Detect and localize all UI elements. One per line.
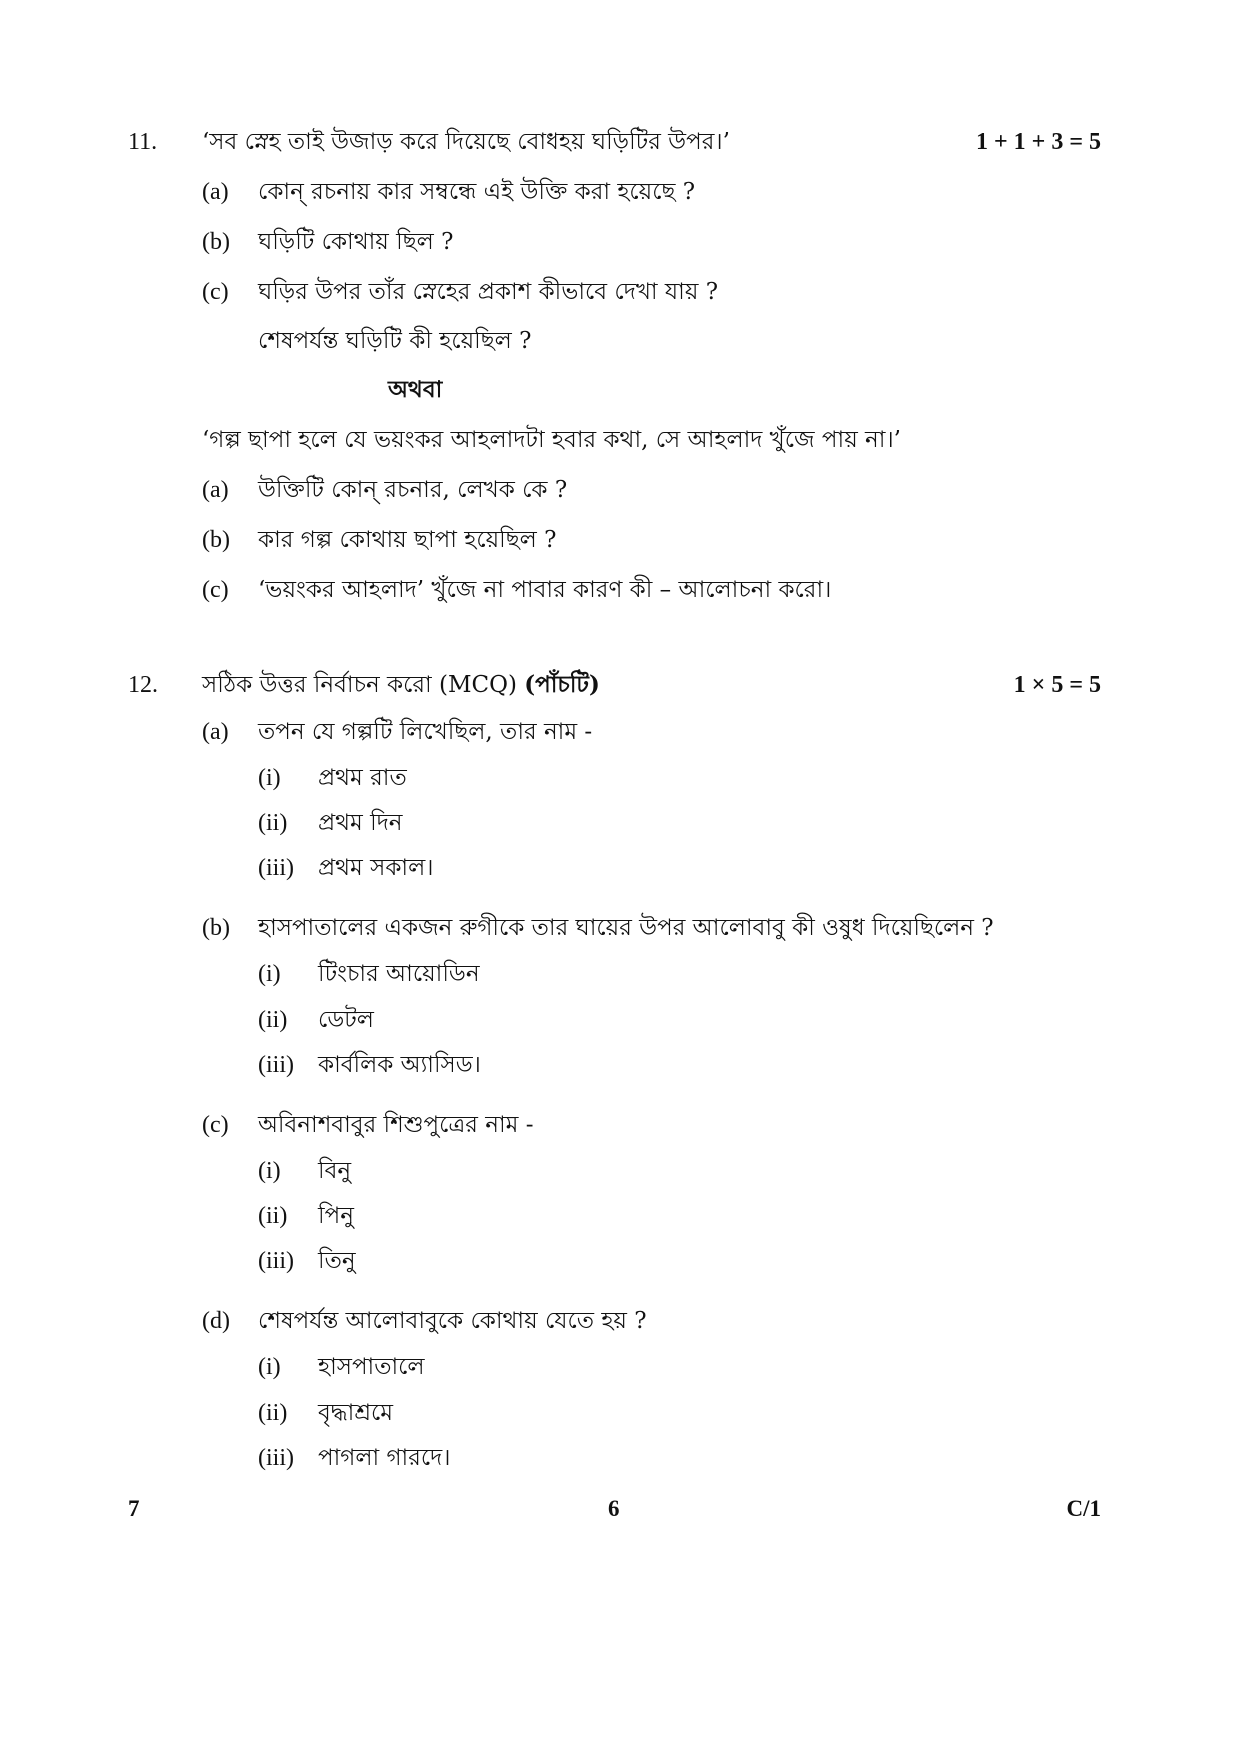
- q11-part-c-continuation: শেষপর্যন্ত ঘড়িটি কী হয়েছিল ?: [258, 328, 532, 354]
- question-11-quote: ‘সব স্নেহ তাই উজাড় করে দিয়েছে বোধহয় ঘড়িটির উপর।’: [202, 129, 730, 155]
- question-12-marks: 1 × 5 = 5: [1013, 672, 1101, 698]
- q11-alt-quote: ‘গল্প ছাপা হলে যে ভয়ংকর আহলাদটা হবার কথা, সে আহলাদ খুঁজে পায় না।’: [202, 427, 901, 453]
- question-11-number: 11.: [128, 129, 158, 155]
- q11-part-a-label: (a): [202, 179, 229, 205]
- q11-alt-part-a-text: উক্তিটি কোন্ রচনার, লেখক কে ?: [258, 477, 568, 503]
- q11-alt-part-c-label: (c): [202, 577, 229, 603]
- q11-part-c-label: (c): [202, 279, 229, 305]
- mcq-a-option-3-num: (iii): [258, 855, 294, 881]
- mcq-b-option-1-text: টিংচার আয়োডিন: [318, 961, 480, 987]
- mcq-b-option-2-num: (ii): [258, 1007, 288, 1033]
- mcq-c-option-1-num: (i): [258, 1158, 281, 1184]
- q11-part-a-text: কোন্ রচনায় কার সম্বন্ধে এই উক্তি করা হয়েছে ?: [258, 179, 696, 205]
- mcq-c-option-2-num: (ii): [258, 1203, 288, 1229]
- mcq-b-option-1-num: (i): [258, 961, 281, 987]
- mcq-d-text: শেষপর্যন্ত আলোবাবুকে কোথায় যেতে হয় ?: [258, 1308, 647, 1334]
- mcq-b-label: (b): [202, 915, 230, 941]
- question-12-number: 12.: [128, 672, 158, 698]
- mcq-a-option-2-text: প্রথম দিন: [318, 810, 403, 836]
- q11-alt-part-b-label: (b): [202, 527, 230, 553]
- mcq-c-option-2-text: পিনু: [318, 1203, 354, 1229]
- mcq-d-option-2-text: বৃদ্ধাশ্রমে: [318, 1400, 394, 1426]
- mcq-b-option-2-text: ডেটল: [318, 1007, 374, 1033]
- mcq-d-option-2-num: (ii): [258, 1400, 288, 1426]
- mcq-c-text: অবিনাশবাবুর শিশুপুত্রের নাম -: [258, 1112, 534, 1138]
- q11-alt-part-b-text: কার গল্প কোথায় ছাপা হয়েছিল ?: [258, 527, 557, 553]
- question-12-instruction-count: (পাঁচটি): [524, 671, 600, 698]
- footer-right-code: C/1: [1066, 1496, 1101, 1521]
- mcq-d-option-3-text: পাগলা গারদে।: [318, 1445, 451, 1471]
- question-12-instruction-text: সঠিক উত্তর নির্বাচন করো (MCQ): [202, 672, 517, 698]
- mcq-d-option-1-text: হাসপাতালে: [318, 1354, 425, 1380]
- page-number: 6: [608, 1496, 620, 1521]
- mcq-a-option-1-num: (i): [258, 765, 281, 791]
- footer-left-code: 7: [128, 1496, 140, 1521]
- mcq-d-option-3-num: (iii): [258, 1445, 294, 1471]
- mcq-d-label: (d): [202, 1308, 230, 1334]
- mcq-a-option-2-num: (ii): [258, 810, 288, 836]
- q11-alt-part-c-text: ‘ভয়ংকর আহলাদ’ খুঁজে না পাবার কারণ কী – আলোচনা করো।: [258, 577, 832, 603]
- mcq-a-label: (a): [202, 719, 229, 745]
- mcq-c-option-3-num: (iii): [258, 1248, 294, 1274]
- mcq-b-text: হাসপাতালের একজন রুগীকে তার ঘায়ের উপর আলোবাবু কী ওষুধ দিয়েছিলেন ?: [258, 915, 994, 941]
- mcq-a-option-1-text: প্রথম রাত: [318, 765, 407, 791]
- q11-part-c-text: ঘড়ির উপর তাঁর স্নেহের প্রকাশ কীভাবে দেখা যায় ?: [258, 279, 719, 305]
- q11-part-b-label: (b): [202, 229, 230, 255]
- mcq-a-option-3-text: প্রথম সকাল।: [318, 855, 434, 881]
- mcq-b-option-3-text: কার্বলিক অ্যাসিড।: [318, 1052, 481, 1078]
- mcq-c-option-1-text: বিনু: [318, 1158, 352, 1184]
- mcq-b-option-3-num: (iii): [258, 1052, 294, 1078]
- mcq-c-option-3-text: তিনু: [318, 1248, 356, 1274]
- mcq-c-label: (c): [202, 1112, 229, 1138]
- mcq-d-option-1-num: (i): [258, 1354, 281, 1380]
- question-12-instruction: [202, 670, 600, 700]
- q11-alt-part-a-label: (a): [202, 477, 229, 503]
- or-label: অথবা: [388, 376, 443, 403]
- mcq-a-text: তপন যে গল্পটি লিখেছিল, তার নাম -: [258, 719, 593, 745]
- question-11-marks: 1 + 1 + 3 = 5: [975, 129, 1101, 155]
- q11-part-b-text: ঘড়িটি কোথায় ছিল ?: [258, 229, 454, 255]
